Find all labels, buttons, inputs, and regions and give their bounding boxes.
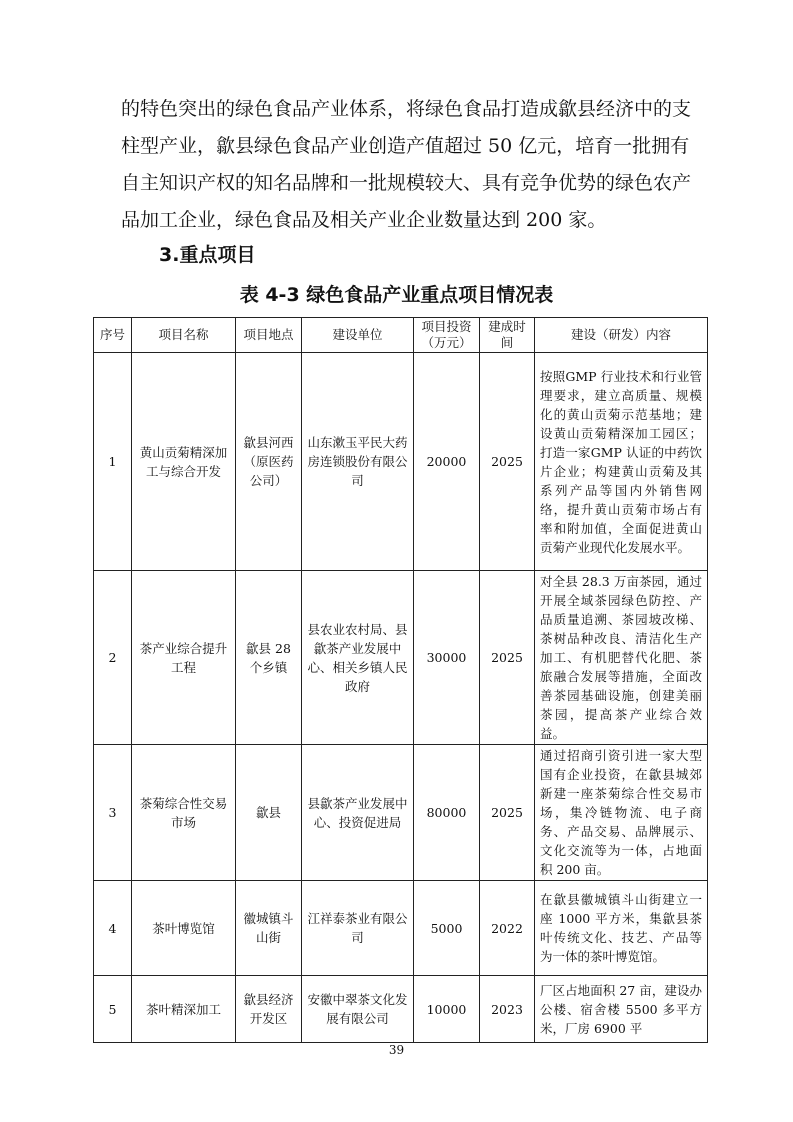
cell-location: 歙县 xyxy=(236,745,302,881)
intro-line: 柱型产业，歙县绿色食品产业创造产值超过 50 亿元，培育一批拥有 xyxy=(121,135,690,157)
header-completion: 建成时间 xyxy=(480,318,535,353)
cell-name: 黄山贡菊精深加工与综合开发 xyxy=(132,353,236,571)
table-header-row xyxy=(94,318,708,353)
intro-line: 品加工企业，绿色食品及相关产业企业数量达到 200 家。 xyxy=(121,209,607,231)
header-location: 项目地点 xyxy=(236,318,302,353)
cell-investment: 80000 xyxy=(414,745,480,881)
header-unit: 建设单位 xyxy=(302,318,414,353)
cell-location: 歙县 28 个乡镇 xyxy=(236,571,302,745)
page-number: 39 xyxy=(388,1043,405,1057)
intro-line: 自主知识产权的知名品牌和一批规模较大、具有竞争优势的绿色农产 xyxy=(121,172,692,194)
cell-completion: 2025 xyxy=(480,353,535,571)
intro-line: 的特色突出的绿色食品产业体系，将绿色食品打造成歙县经济中的支 xyxy=(121,98,692,120)
cell-content: 按照GMP 行业技术和行业管理要求，建立高质量、规模化的黄山贡菊示范基地；建设黄山贡菊精深加工园区；打造一家GMP 认证的中药饮片企业；构建黄山贡菊及其系列产品等国内外销售网络，提升黄山贡菊市场占有率和附加值，全面促进黄山贡菊产业现代化发展水平。 xyxy=(535,353,708,571)
cell-name: 茶叶博览馆 xyxy=(132,881,236,976)
cell-unit: 江祥泰茶业有限公司 xyxy=(302,881,414,976)
cell-name: 茶菊综合性交易市场 xyxy=(132,745,236,881)
cell-content: 在歙县徽城镇斗山街建立一座 1000 平方米，集歙县茶叶传统文化、技艺、产品等为一体的茶叶博览馆。 xyxy=(535,881,708,976)
cell-unit: 山东漱玉平民大药房连锁股份有限公司 xyxy=(302,353,414,571)
cell-unit: 县歙茶产业发展中心、投资促进局 xyxy=(302,745,414,881)
cell-name: 茶产业综合提升工程 xyxy=(132,571,236,745)
table-row xyxy=(94,571,708,745)
cell-no: 3 xyxy=(94,745,132,881)
cell-content: 通过招商引资引进一家大型国有企业投资，在歙县城郊新建一座茶菊综合性交易市场，集冷链物流、电子商务、产品交易、品牌展示、文化交流等为一体，占地面积 200 亩。 xyxy=(535,745,708,881)
cell-investment: 20000 xyxy=(414,353,480,571)
table-row xyxy=(94,353,708,571)
header-investment: 项目投资（万元） xyxy=(414,318,480,353)
section-heading: 3.重点项目 xyxy=(159,244,256,266)
table-row xyxy=(94,976,708,1043)
header-name: 项目名称 xyxy=(132,318,236,353)
cell-investment: 5000 xyxy=(414,881,480,976)
header-content: 建设（研发）内容 xyxy=(535,318,708,353)
cell-no: 2 xyxy=(94,571,132,745)
cell-investment: 30000 xyxy=(414,571,480,745)
cell-completion: 2023 xyxy=(480,976,535,1043)
header-no: 序号 xyxy=(94,318,132,353)
cell-content: 对全县 28.3 万亩茶园，通过开展全域茶园绿色防控、产品质量追溯、茶园坡改梯、茶树品种改良、清洁化生产加工、有机肥替代化肥、茶旅融合发展等措施，全面改善茶园基础设施，创建美丽茶园，提高茶产业综合效益。 xyxy=(535,571,708,745)
cell-no: 5 xyxy=(94,976,132,1043)
cell-completion: 2022 xyxy=(480,881,535,976)
cell-no: 1 xyxy=(94,353,132,571)
table-row xyxy=(94,745,708,881)
cell-content: 厂区占地面积 27 亩，建设办公楼、宿舍楼 5500 多平方米，厂房 6900 平 xyxy=(535,976,708,1043)
cell-completion: 2025 xyxy=(480,745,535,881)
project-table xyxy=(93,317,708,1043)
cell-name: 茶叶精深加工 xyxy=(132,976,236,1043)
table-row xyxy=(94,881,708,976)
table-title: 表 4-3 绿色食品产业重点项目情况表 xyxy=(239,284,554,306)
cell-no: 4 xyxy=(94,881,132,976)
cell-location: 歙县河西（原医药公司） xyxy=(236,353,302,571)
cell-location: 徽城镇斗山街 xyxy=(236,881,302,976)
cell-completion: 2025 xyxy=(480,571,535,745)
cell-unit: 县农业农村局、县歙茶产业发展中心、相关乡镇人民政府 xyxy=(302,571,414,745)
cell-investment: 10000 xyxy=(414,976,480,1043)
cell-location: 歙县经济开发区 xyxy=(236,976,302,1043)
cell-unit: 安徽中翠茶文化发展有限公司 xyxy=(302,976,414,1043)
intro-paragraph xyxy=(121,91,692,239)
